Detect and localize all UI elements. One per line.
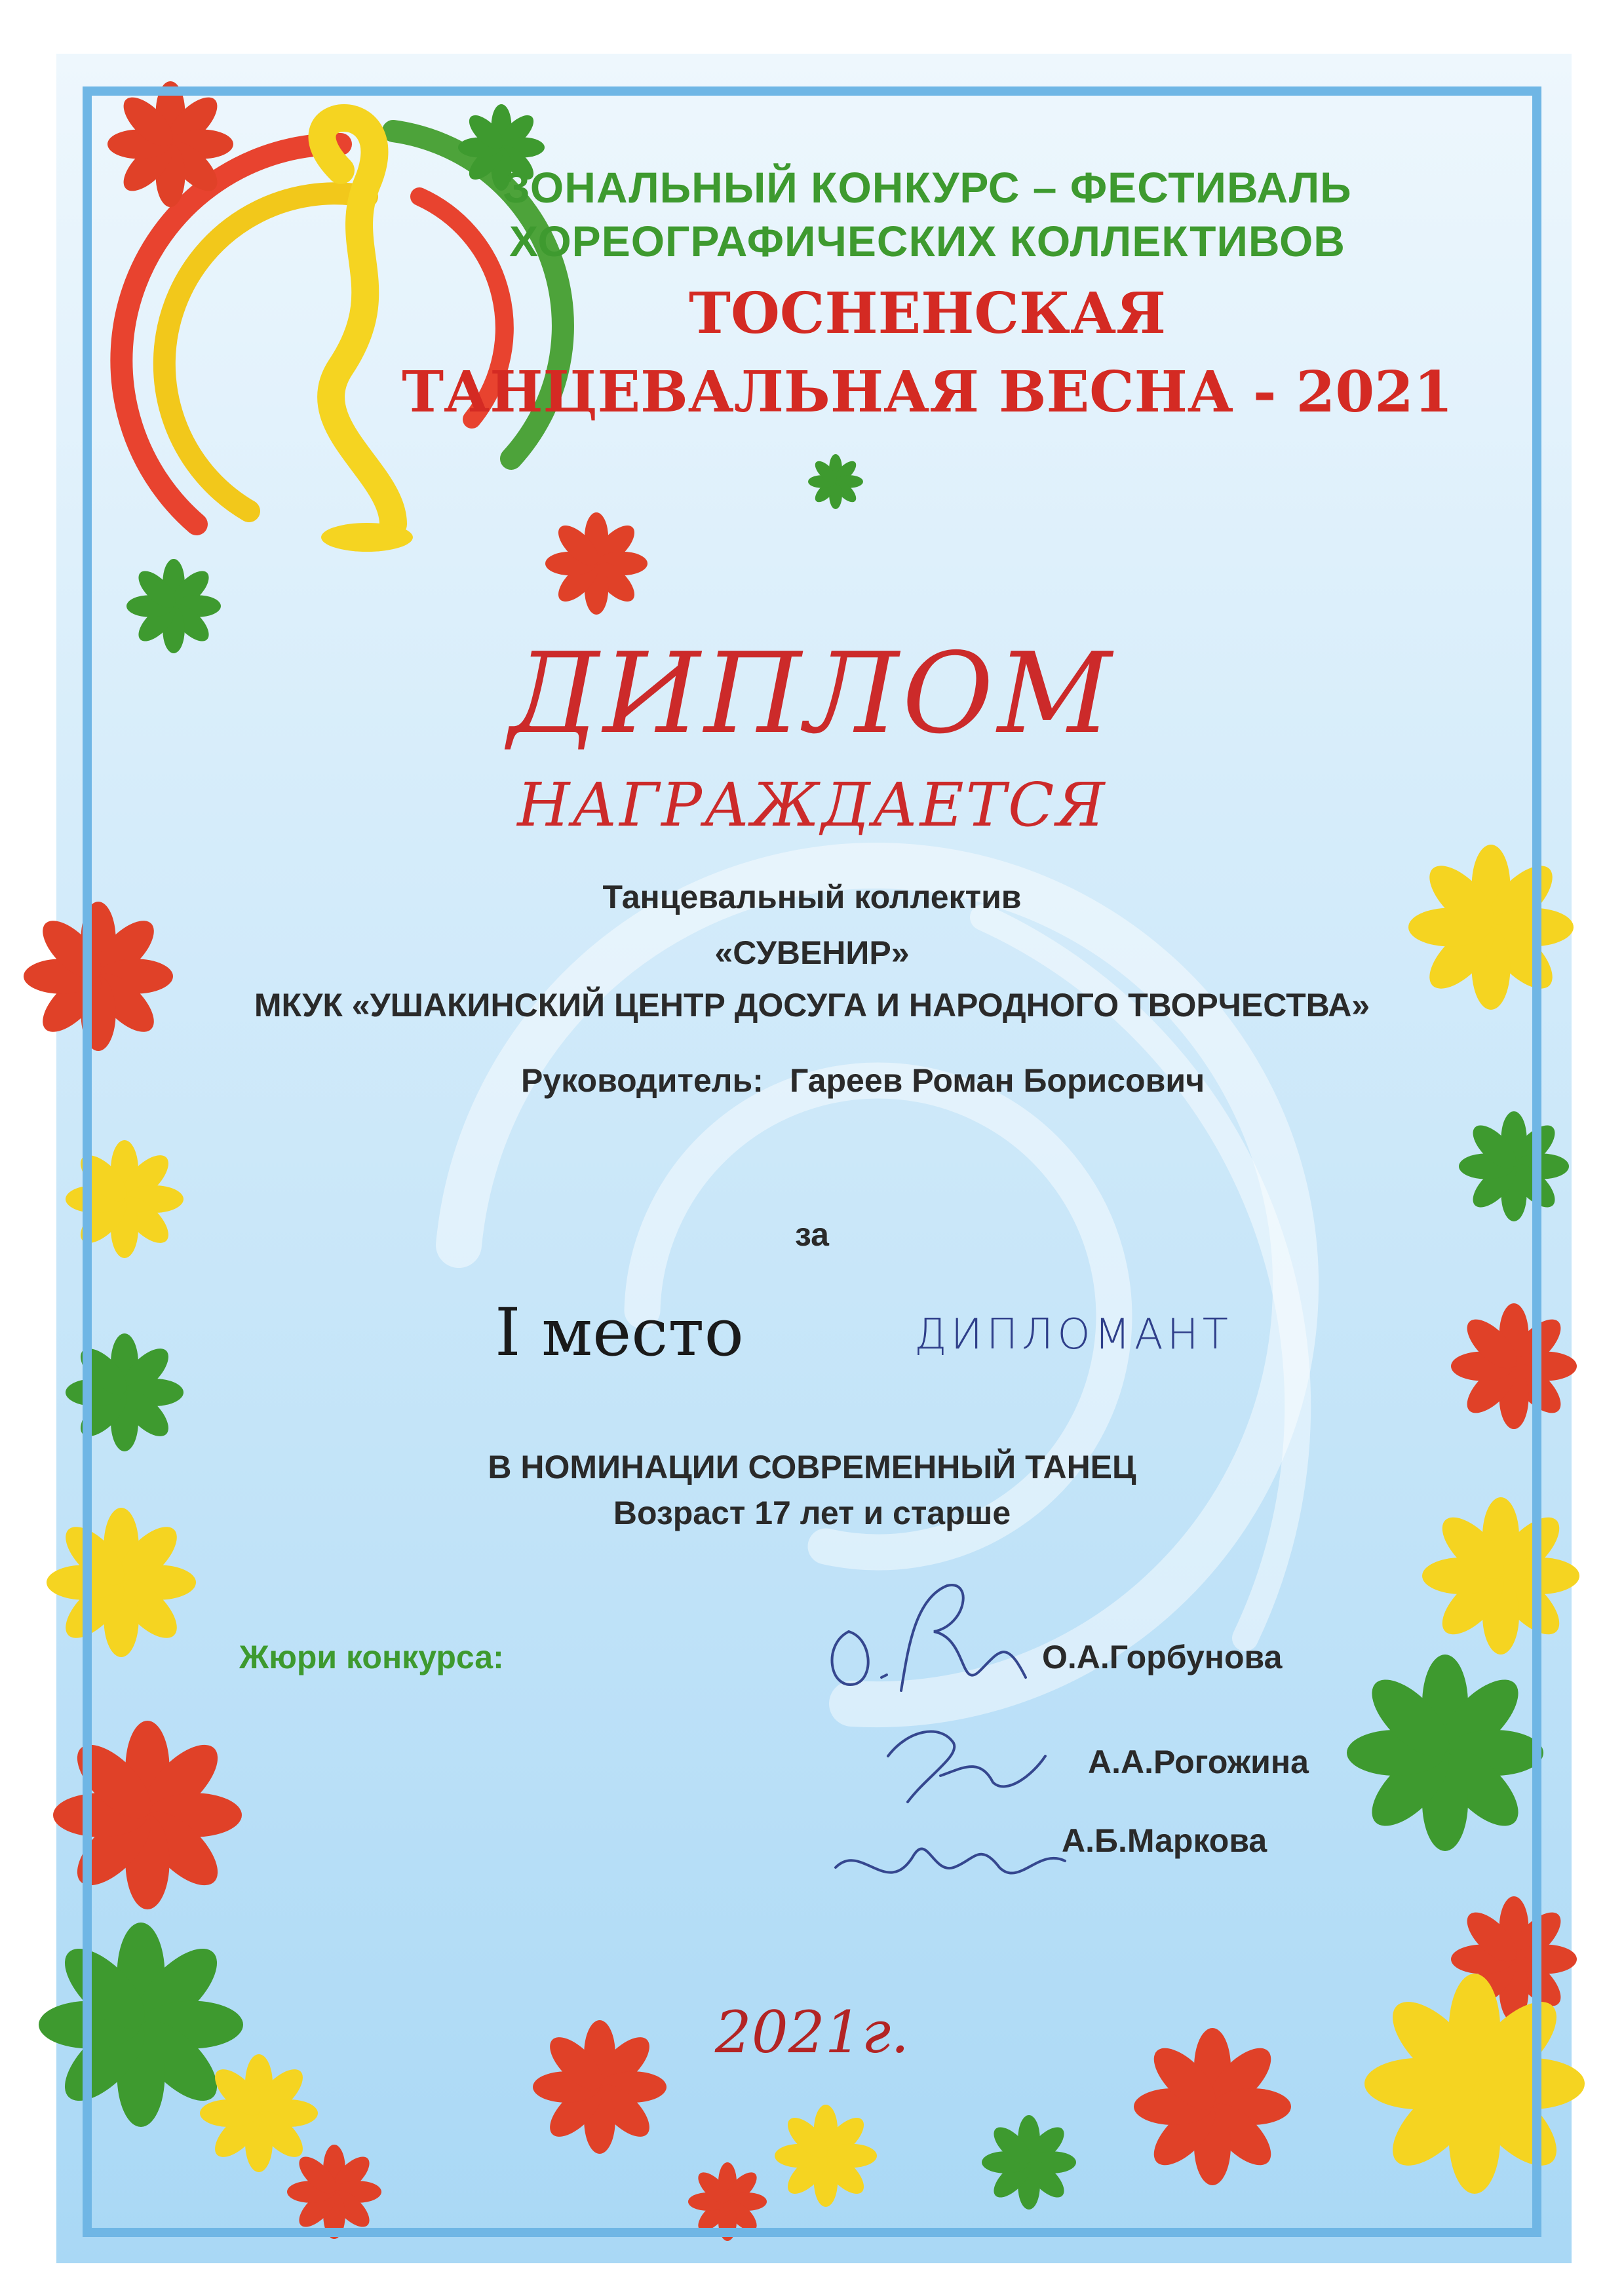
handwritten-award: ДИПЛОМАНТ: [914, 1311, 1232, 1359]
jury-member-2: А.А.Рогожина: [1088, 1744, 1309, 1780]
recipient-name: «СУВЕНИР»: [714, 934, 910, 971]
nomination-age: Возраст 17 лет и старше: [613, 1495, 1011, 1531]
diploma-subtitle: НАГРАЖДАЕТСЯ: [517, 770, 1107, 840]
header-line-3: ТОСНЕНСКАЯ: [689, 280, 1166, 347]
recipient-organization: МКУК «УШАКИНСКИЙ ЦЕНТР ДОСУГА И НАРОДНОГО ТВОРЧЕСТВА»: [254, 987, 1370, 1024]
jury-member-1: О.А.Горбунова: [1042, 1639, 1283, 1675]
award-place: I место: [495, 1294, 744, 1371]
recipient-line-1: Танцевальный коллектив: [602, 879, 1022, 915]
jury-signatures: [809, 1559, 1085, 1953]
diploma-year: 2021г.: [714, 1999, 910, 2066]
diploma-title: ДИПЛОМ: [508, 629, 1115, 759]
header-line-1: ЗОНАЛЬНЫЙ КОНКУРС – ФЕСТИВАЛЬ: [503, 163, 1352, 212]
jury-member-3: А.Б.Маркова: [1062, 1822, 1267, 1859]
nomination-line-1: В НОМИНАЦИИ СОВРЕМЕННЫЙ ТАНЕЦ: [488, 1449, 1136, 1485]
header-line-4: ТАНЦЕВАЛЬНАЯ ВЕСНА - 2021: [402, 359, 1453, 425]
leader-name: Гареев Роман Борисович: [790, 1062, 1205, 1099]
header-line-2: ХОРЕОГРАФИЧЕСКИХ КОЛЛЕКТИВОВ: [509, 217, 1345, 265]
for-label: за: [794, 1216, 829, 1253]
jury-label: Жюри конкурса:: [239, 1639, 504, 1675]
leader-label: Руководитель:: [521, 1062, 764, 1099]
